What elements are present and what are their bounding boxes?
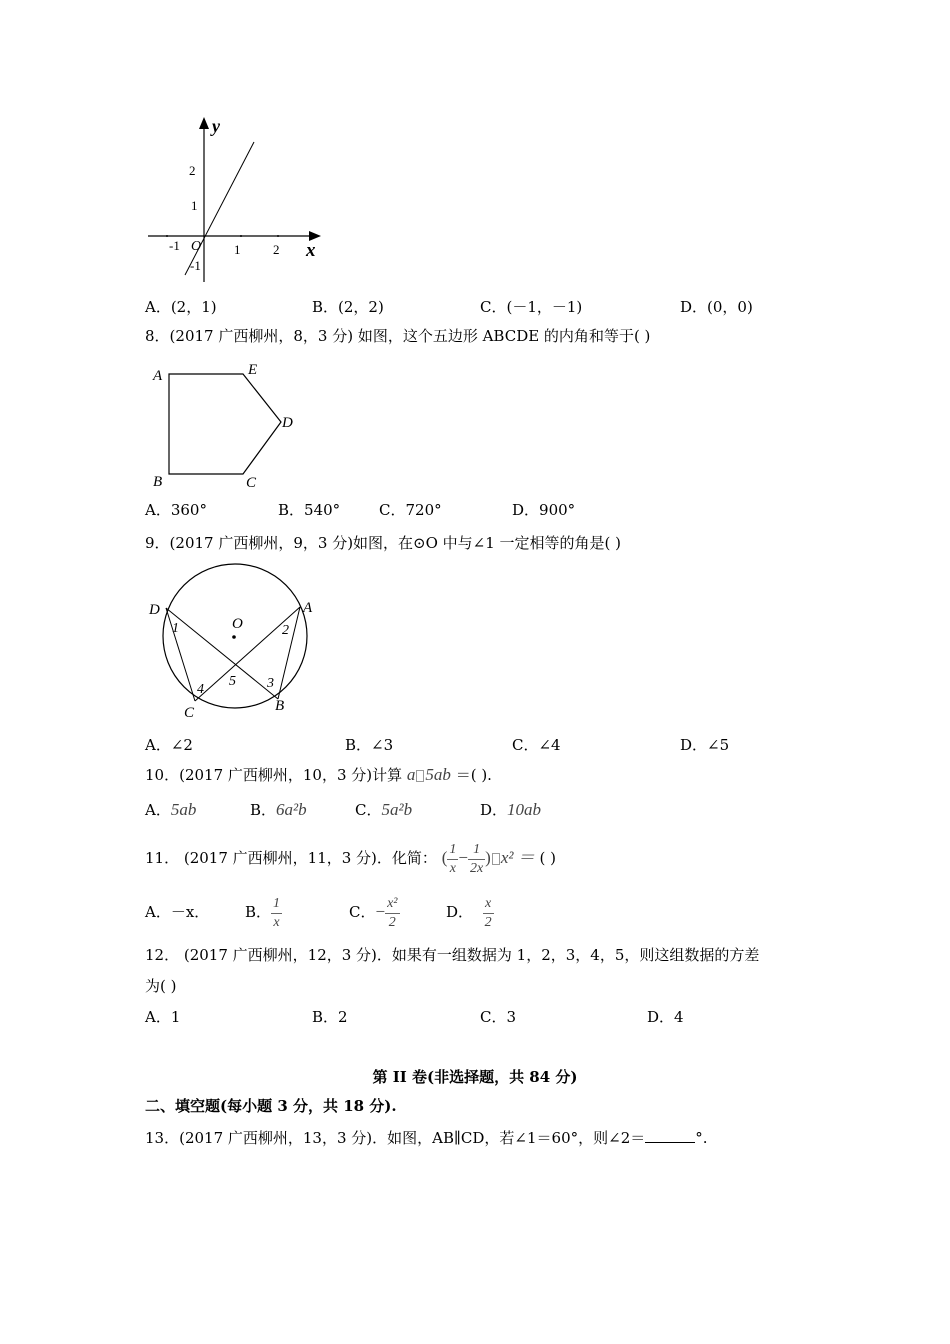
q11-suffix: ( )	[539, 849, 557, 867]
point-d-label: D	[149, 602, 160, 618]
x-tick-neg1: -1	[169, 238, 180, 253]
q8-option-d: D．900°	[512, 501, 576, 519]
angle-3-label: 3	[267, 676, 274, 691]
q10-expr-a: a	[406, 765, 416, 784]
x-tick-1: 1	[234, 242, 241, 257]
q10-suffix: ＝( ).	[455, 766, 492, 784]
q12-question-line1: 12． (2017 广西柳州，12，3 分)．如果有一组数据为 1，2，3，4，5，则这组数据的方差	[145, 946, 760, 964]
q11-question: 11． (2017 广西柳州，11，3 分)．化简： ( $\frac{1}{x}$ − $\frac{1}{2x}$ ) x² ＝ ( )	[145, 841, 557, 876]
x-axis-label: x	[306, 240, 316, 261]
y-tick-1: 1	[191, 198, 198, 213]
q11-option-b: B． $\frac{1}{x}$	[245, 895, 281, 930]
circle-figure	[145, 560, 325, 720]
vertex-e-label: E	[248, 362, 258, 378]
y-axis-arrow	[199, 117, 209, 129]
q10-prefix: 10．(2017 广西柳州，10，3 分)计算	[145, 766, 403, 784]
x-tick-2: 2	[273, 242, 280, 257]
y-tick-neg1: -1	[190, 258, 201, 273]
q10-question	[145, 765, 492, 785]
point-b-label: B	[275, 698, 285, 714]
missing-glyph-box	[416, 770, 424, 782]
vertex-d-label: D	[282, 415, 293, 431]
q9-option-b: B．∠3	[345, 736, 394, 754]
q9-question: 9．(2017 广西柳州，9，3 分)如图，在⊙O 中与∠1 一定相等的角是( )	[145, 534, 622, 552]
q10-expr-b: 5ab	[425, 765, 451, 784]
vertex-a-label: A	[153, 368, 163, 384]
q10-option-a: A．5ab	[145, 800, 197, 819]
q12-question-line2: 为( )	[145, 977, 177, 995]
q10-option-b: B．6a²b	[250, 800, 307, 819]
q11-tail: x² ＝	[500, 848, 535, 867]
angle-4-label: 4	[197, 682, 204, 697]
answer-blank[interactable]	[645, 1128, 695, 1143]
origin-label: O	[191, 239, 202, 254]
q12-option-d: D．4	[647, 1008, 684, 1026]
line-graph-figure	[145, 112, 345, 290]
q10-option-c: C．5a²b	[355, 800, 413, 819]
q9-option-c: C．∠4	[512, 736, 561, 754]
q11-prefix: 11． (2017 广西柳州，11，3 分)．化简：	[145, 849, 437, 867]
center-point	[232, 635, 236, 639]
q8-option-b: B．540°	[278, 501, 341, 519]
q8-question: 8．(2017 广西柳州，8，3 分) 如图，这个五边形 ABCDE 的内角和等于( )	[145, 327, 651, 345]
section-title: 第 II 卷(非选择题，共 84 分)	[372, 1068, 578, 1086]
q11-fraction-2: $\frac{1}{2x}$	[469, 841, 484, 876]
angle-1-label: 1	[172, 621, 179, 636]
q7-option-b: B．(2，2)	[312, 298, 384, 316]
missing-glyph-box	[492, 853, 500, 865]
angle-2-label: 2	[282, 623, 289, 638]
q11-option-a: A．－x．	[145, 903, 210, 921]
q13-suffix: °.	[695, 1129, 708, 1147]
q9-option-d: D．∠5	[680, 736, 730, 754]
q12-option-a: A．1	[145, 1008, 181, 1026]
q12-option-b: B．2	[312, 1008, 348, 1026]
pentagon-shape	[169, 374, 281, 474]
q7-option-c: C．(－1，－1)	[480, 298, 583, 316]
q7-option-d: D．(0，0)	[680, 298, 753, 316]
vertex-b-label: B	[153, 474, 163, 490]
q7-option-a: A．(2，1)	[145, 298, 217, 316]
q13-text: 13．(2017 广西柳州，13，3 分)．如图，AB∥CD，若∠1＝60°，则∠2＝	[145, 1129, 646, 1147]
vertex-c-label: C	[246, 475, 257, 491]
center-o-label: O	[232, 616, 243, 632]
q11-option-d: D． $\frac{x}{2}$	[446, 895, 492, 930]
y-axis-label: y	[212, 116, 220, 136]
point-c-label: C	[184, 705, 195, 720]
q11-option-c: C．− $\frac{\text{x²}}{2}$	[349, 895, 398, 930]
q12-option-c: C．3	[480, 1008, 517, 1026]
angle-5-label: 5	[229, 674, 236, 689]
section-subtitle: 二、填空题(每小题 3 分，共 18 分).	[145, 1097, 397, 1115]
q9-option-a: A．∠2	[145, 736, 193, 754]
pentagon-figure	[145, 358, 305, 493]
q8-option-c: C．720°	[379, 501, 442, 519]
y-tick-2: 2	[189, 163, 196, 178]
q10-option-d: D．10ab	[480, 800, 542, 819]
q11-fraction-1: $\frac{1}{x}$	[449, 841, 457, 876]
q8-option-a: A．360°	[145, 501, 207, 519]
point-a-label: A	[303, 600, 313, 616]
q13-question	[145, 1128, 708, 1148]
